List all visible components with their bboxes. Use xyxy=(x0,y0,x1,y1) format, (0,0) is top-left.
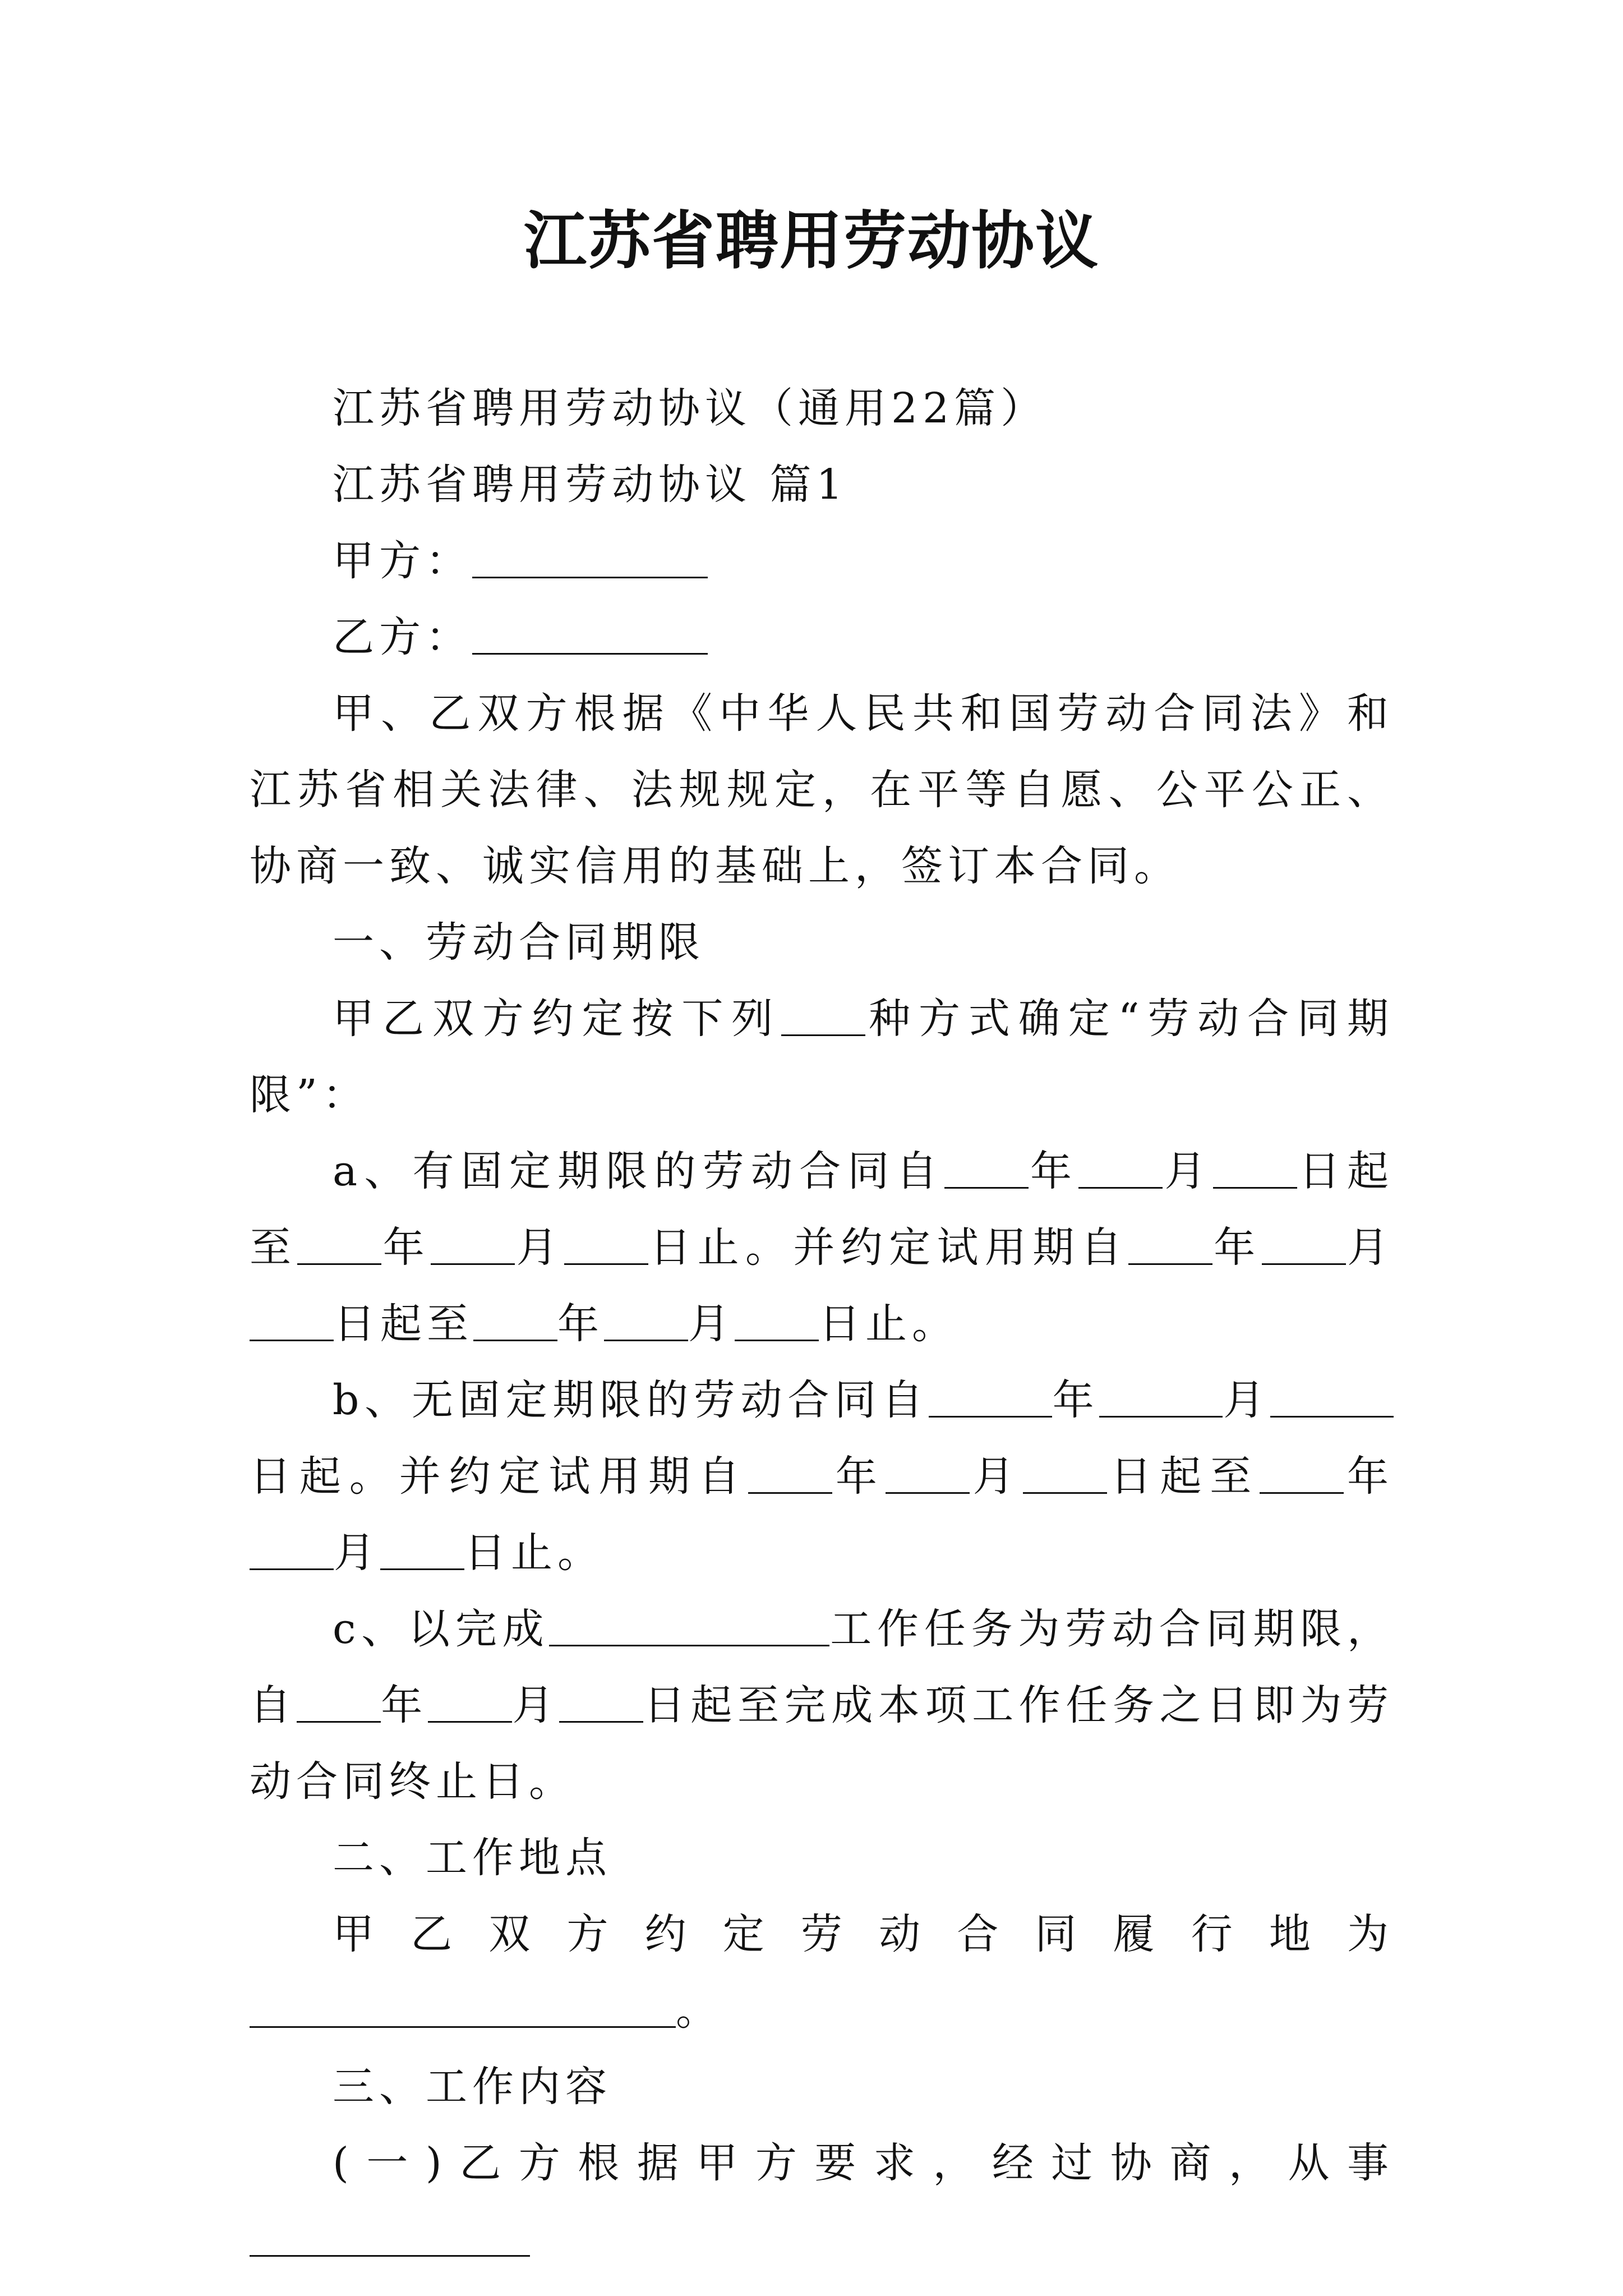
trial-label: 日起。并约定试用期自 xyxy=(250,1452,748,1501)
party-b-line xyxy=(250,599,1394,675)
blank[interactable] xyxy=(564,1227,648,1265)
period: 。 xyxy=(676,1986,722,2035)
document-body xyxy=(250,370,1394,2277)
month-label: 月 xyxy=(1163,1147,1213,1195)
clause-a xyxy=(250,1133,1394,1362)
blank[interactable] xyxy=(250,1304,334,1341)
location-blank[interactable] xyxy=(250,1990,676,2028)
party-a-label: 甲方： xyxy=(333,537,472,585)
month-label: 月 xyxy=(1345,1223,1394,1272)
content-text: (一)乙方根据甲方要求，经过协商，从事 xyxy=(333,2139,1394,2187)
day-to-label: 日起至 xyxy=(250,1147,1394,1272)
section-heading: 江苏省聘用劳动协议 篇1 xyxy=(333,461,848,509)
blank[interactable] xyxy=(1099,1380,1223,1418)
content-line xyxy=(250,2125,1394,2277)
month-label: 月 xyxy=(688,1300,735,1348)
day-to-label: 日起至 xyxy=(334,1300,473,1348)
blank[interactable] xyxy=(380,1533,464,1570)
blank[interactable] xyxy=(1023,1456,1107,1494)
party-a-line xyxy=(250,523,1394,599)
blank[interactable] xyxy=(473,1304,557,1341)
year-label: 年 xyxy=(381,1223,431,1272)
blank[interactable] xyxy=(604,1304,688,1341)
location-text: 甲乙双方约定劳动合同履行地为 xyxy=(333,1910,1394,1958)
year-label: 年 xyxy=(557,1300,604,1348)
document-subtitle: 江苏省聘用劳动协议（通用22篇） xyxy=(333,384,1048,432)
blank[interactable] xyxy=(431,1227,515,1265)
clause-a-text: a、有固定期限的劳动合同自 xyxy=(333,1147,944,1195)
heading-location: 二、工作地点 xyxy=(333,1834,612,1882)
clause-c xyxy=(250,1591,1394,1820)
year-label: 年 xyxy=(1052,1376,1100,1424)
year-label: 年 xyxy=(832,1452,886,1501)
blank[interactable] xyxy=(297,1685,381,1723)
year-label: 年 xyxy=(1344,1452,1394,1501)
party-b-label: 乙方： xyxy=(333,613,472,661)
blank[interactable] xyxy=(1213,1151,1297,1189)
blank[interactable] xyxy=(1262,1227,1346,1265)
heading-content: 三、工作内容 xyxy=(333,2063,612,2111)
task-blank[interactable] xyxy=(549,1609,829,1646)
clause-c-end: 日起至完成本项工作任务之日即为劳动合同终止日。 xyxy=(250,1681,1394,1806)
end-label: 日止。 xyxy=(819,1300,958,1348)
term-choice-text: 甲乙双方约定按下列 xyxy=(333,995,782,1043)
blank[interactable] xyxy=(250,1533,334,1570)
blank[interactable] xyxy=(1270,1380,1394,1418)
month-label: 月 xyxy=(515,1223,564,1272)
blank[interactable] xyxy=(735,1304,819,1341)
term-choice-line xyxy=(250,981,1394,1133)
day-to-label: 日起至 xyxy=(1106,1452,1260,1501)
end-label: 日止。 xyxy=(464,1529,604,1577)
month-label: 月 xyxy=(511,1681,560,1729)
clause-b xyxy=(250,1362,1394,1591)
trial-label: 日止。并约定试用期自 xyxy=(648,1223,1128,1272)
year-label: 年 xyxy=(1028,1147,1079,1195)
blank[interactable] xyxy=(1128,1227,1212,1265)
year-label: 年 xyxy=(1212,1223,1262,1272)
term-choice-text-2: 种方式确定“劳动合同期限”： xyxy=(250,995,1394,1119)
heading-term: 一、劳动合同期限 xyxy=(333,918,705,967)
blank[interactable] xyxy=(886,1456,970,1494)
location-line xyxy=(250,1896,1394,2049)
clause-c-text: c、以完成 xyxy=(333,1605,550,1653)
clause-c-mid: 工作任务为劳动合同期限，自 xyxy=(250,1605,1394,1729)
intro-paragraph: 甲、乙双方根据《中华人民共和国劳动合同法》和江苏省相关法律、法规规定，在平等自愿、公平公正、协商一致、诚实信用的基础上，签订本合同。 xyxy=(250,689,1394,890)
term-choice-blank[interactable] xyxy=(781,999,865,1036)
month-label: 月 xyxy=(969,1452,1023,1501)
blank[interactable] xyxy=(559,1685,643,1723)
content-blank[interactable] xyxy=(250,2219,530,2257)
month-label: 月 xyxy=(1223,1376,1271,1424)
document-title: 江苏省聘用劳动协议 xyxy=(524,204,1099,278)
blank[interactable] xyxy=(1078,1151,1163,1189)
blank[interactable] xyxy=(428,1685,512,1723)
blank[interactable] xyxy=(944,1151,1029,1189)
month-label: 月 xyxy=(334,1529,380,1577)
clause-b-text: b、无固定期限的劳动合同自 xyxy=(333,1376,929,1424)
party-b-blank[interactable] xyxy=(472,617,708,655)
year-label: 年 xyxy=(380,1681,428,1729)
blank[interactable] xyxy=(748,1456,832,1494)
blank[interactable] xyxy=(929,1380,1052,1418)
party-a-blank[interactable] xyxy=(472,541,708,578)
blank[interactable] xyxy=(1260,1456,1344,1494)
blank[interactable] xyxy=(297,1227,381,1265)
